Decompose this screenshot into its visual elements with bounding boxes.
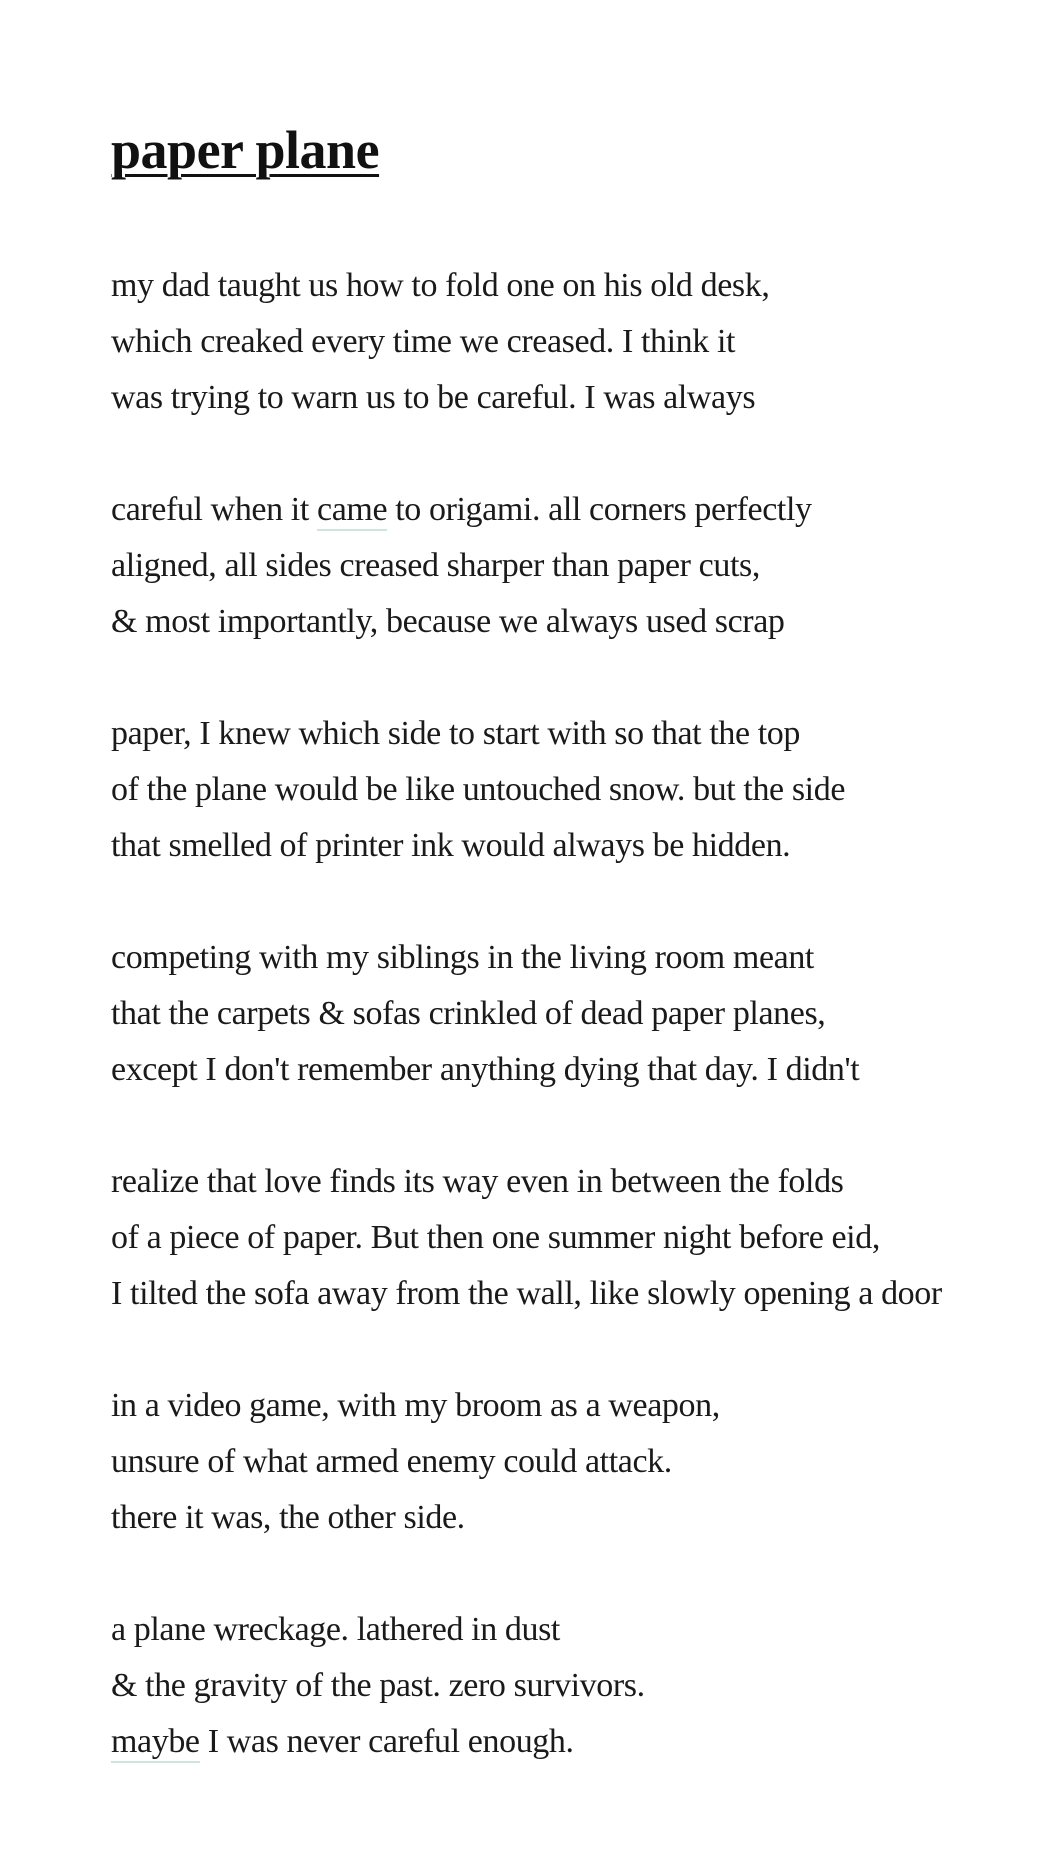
stanza bbox=[111, 1602, 1011, 1770]
line-text: to origami. all corners perfectly bbox=[387, 491, 812, 528]
poem-line: my dad taught us how to fold one on his old desk, bbox=[111, 267, 770, 304]
poem-line: that smelled of printer ink would always be hidden. bbox=[111, 827, 791, 864]
poem-line: I tilted the sofa away from the wall, like slowly opening a door bbox=[111, 1275, 942, 1312]
poem-line: & the gravity of the past. zero survivors. bbox=[111, 1667, 645, 1704]
poem-line: there it was, the other side. bbox=[111, 1499, 465, 1536]
poem-line: & most importantly, because we always used scrap bbox=[111, 603, 785, 640]
poem-body bbox=[111, 258, 1011, 1770]
annotated-word[interactable]: maybe bbox=[111, 1723, 200, 1763]
poem-line: aligned, all sides creased sharper than paper cuts, bbox=[111, 547, 760, 584]
stanza bbox=[111, 930, 1011, 1098]
poem-line: which creaked every time we creased. I think it bbox=[111, 323, 736, 360]
stanza bbox=[111, 1154, 1011, 1322]
poem-line: in a video game, with my broom as a weapon, bbox=[111, 1387, 720, 1424]
poem-line: competing with my siblings in the living room meant bbox=[111, 939, 814, 976]
annotated-word[interactable]: came bbox=[317, 491, 387, 531]
poem-line bbox=[111, 1714, 1011, 1770]
poem-line: was trying to warn us to be careful. I was always bbox=[111, 379, 756, 416]
line-text: I was never careful enough. bbox=[199, 1723, 574, 1760]
poem-line: unsure of what armed enemy could attack. bbox=[111, 1443, 672, 1480]
poem-line bbox=[111, 482, 1011, 538]
poem-line: except I don't remember anything dying that day. I didn't bbox=[111, 1051, 860, 1088]
poem-line: of the plane would be like untouched snow. but the side bbox=[111, 771, 846, 808]
poem-line: a plane wreckage. lathered in dust bbox=[111, 1611, 560, 1648]
poem-line: realize that love finds its way even in between the folds bbox=[111, 1163, 844, 1200]
poem-title[interactable]: paper plane bbox=[111, 120, 380, 180]
poem-page bbox=[111, 115, 1011, 1826]
poem-line: of a piece of paper. But then one summer night before eid, bbox=[111, 1219, 880, 1256]
stanza bbox=[111, 258, 1011, 426]
stanza bbox=[111, 1378, 1011, 1546]
stanza bbox=[111, 482, 1011, 650]
line-text: careful when it bbox=[111, 491, 318, 528]
stanza bbox=[111, 706, 1011, 874]
poem-line: that the carpets & sofas crinkled of dead paper planes, bbox=[111, 995, 826, 1032]
poem-line: paper, I knew which side to start with so that the top bbox=[111, 715, 800, 752]
